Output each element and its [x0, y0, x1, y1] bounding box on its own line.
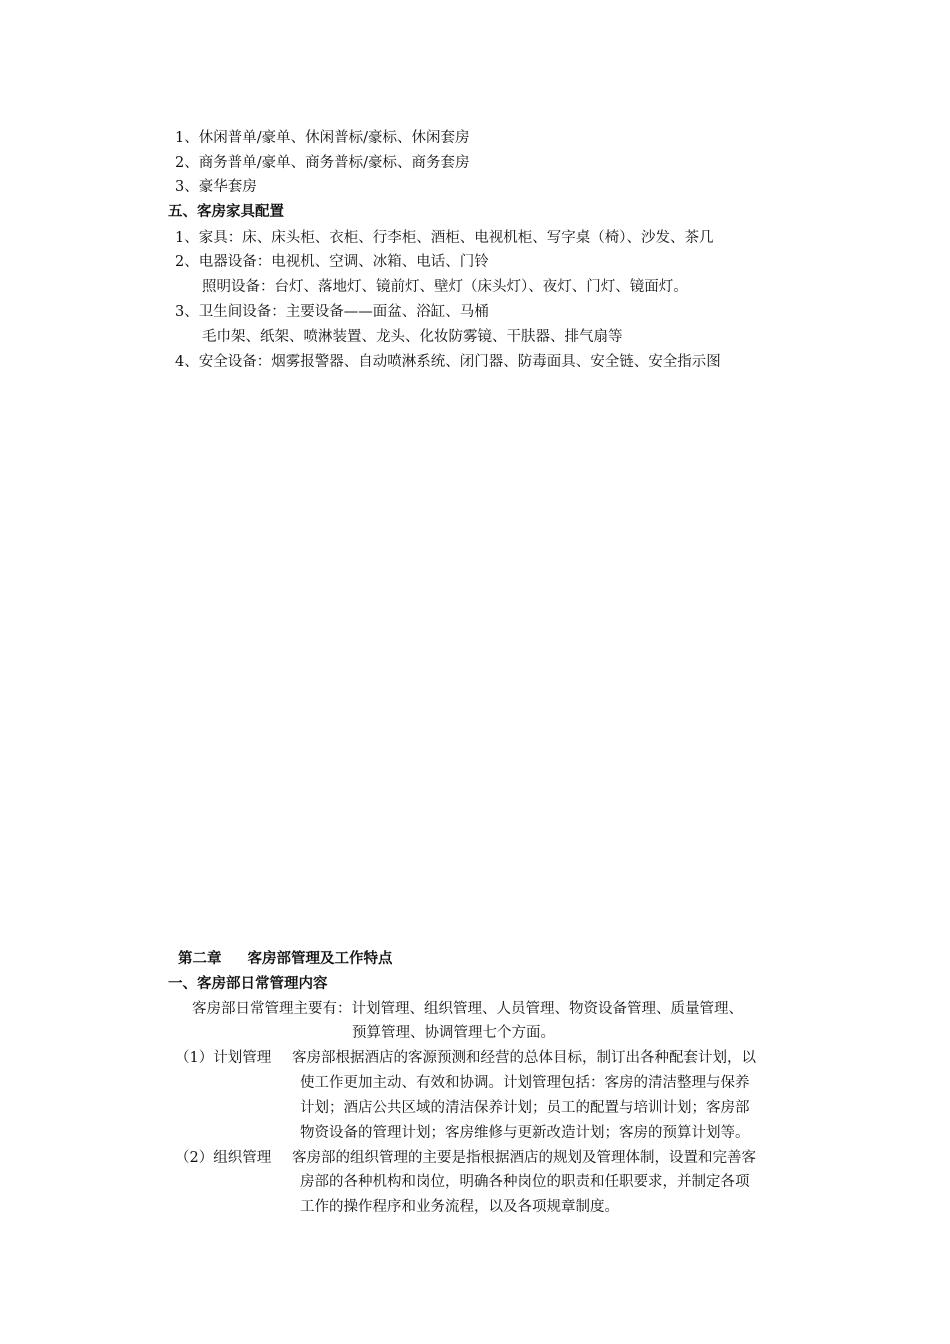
section-heading-daily-management: 一、客房部日常管理内容	[168, 976, 328, 992]
furniture-line-4: 3、卫生间设备：主要设备——面盆、浴缸、马桶	[175, 304, 489, 320]
section-heading-furniture: 五、客房家具配置	[168, 204, 284, 220]
room-type-line-2: 2、商务普单/豪单、商务普标/豪标、商务套房	[175, 155, 470, 171]
plan-management-line-4: 物资设备的管理计划；客房维修与更新改造计划；客房的预算计划等。	[300, 1125, 750, 1141]
chapter-heading	[178, 949, 393, 969]
furniture-line-3: 照明设备：台灯、落地灯、镜前灯、壁灯（床头灯）、夜灯、门灯、镜面灯。	[202, 279, 688, 295]
org-management-line-1: 客房部的组织管理的主要是指根据酒店的规划及管理体制，设置和完善客	[292, 1150, 756, 1166]
plan-management-line-3: 计划；酒店公共区域的清洁保养计划；员工的配置与培训计划；客房部	[300, 1100, 750, 1116]
furniture-line-2: 2、电器设备：电视机、空调、冰箱、电话、门铃	[175, 254, 489, 270]
chapter-label: 第二章	[178, 951, 222, 967]
furniture-line-6: 4、安全设备：烟雾报警器、自动喷淋系统、闭门器、防毒面具、安全链、安全指示图	[175, 354, 721, 370]
chapter-title: 客房部管理及工作特点	[247, 951, 393, 967]
furniture-line-5: 毛巾架、纸架、喷淋装置、龙头、化妆防雾镜、干肤器、排气扇等	[202, 329, 623, 345]
org-management-line-3: 工作的操作程序和业务流程，以及各项规章制度。	[300, 1199, 619, 1215]
org-management-label: （2）组织管理	[175, 1150, 272, 1166]
plan-management-line-1: 客房部根据酒店的客源预测和经营的总体目标，制订出各种配套计划，以	[292, 1050, 756, 1066]
intro-line-1: 客房部日常管理主要有：计划管理、组织管理、人员管理、物资设备管理、质量管理、	[192, 1001, 743, 1017]
plan-management-label: （1）计划管理	[175, 1050, 272, 1066]
plan-management-line-2: 使工作更加主动、有效和协调。计划管理包括：客房的清洁整理与保养	[300, 1075, 750, 1091]
room-type-line-3: 3、豪华套房	[175, 179, 257, 195]
furniture-line-1: 1、家具：床、床头柜、衣柜、行李柜、酒柜、电视机柜、写字桌（椅）、沙发、茶几	[175, 230, 714, 246]
room-type-line-1: 1、休闲普单/豪单、休闲普标/豪标、休闲套房	[175, 130, 470, 146]
intro-line-2: 预算管理、协调管理七个方面。	[352, 1025, 555, 1041]
org-management-line-2: 房部的各种机构和岗位，明确各种岗位的职责和任职要求，并制定各项	[300, 1174, 750, 1190]
